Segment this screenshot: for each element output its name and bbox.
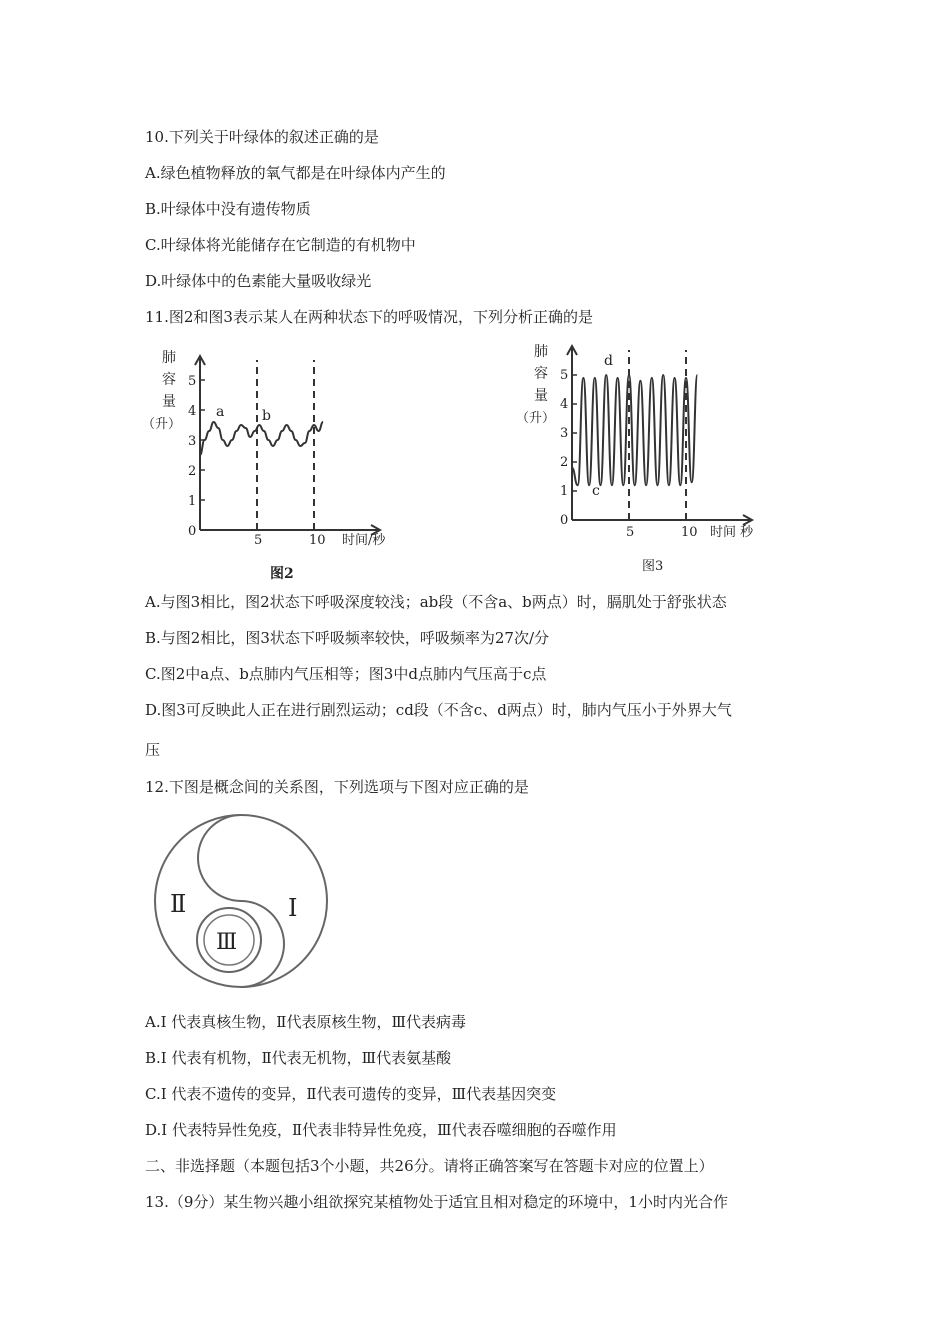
fig3-ylabel-4: （升）	[516, 411, 556, 426]
q11-option-c: C.图2中a点、b点肺内气压相等；图3中d点肺内气压高于c点	[145, 665, 547, 683]
q10-option-c: C.叶绿体将光能储存在它制造的有机物中	[145, 236, 416, 254]
fig2-point-label-a: a	[216, 404, 225, 420]
fig3-xtick-5: 5	[626, 525, 635, 540]
fig3-ytick-0: 0	[560, 513, 569, 528]
fig3-ylabel-3: 量	[534, 388, 548, 404]
q10-option-d: D.叶绿体中的色素能大量吸收绿光	[145, 272, 372, 290]
region-label-ii: Ⅱ	[170, 890, 187, 918]
fig3-ytick-5: 5	[560, 368, 569, 383]
fig3-xtick-10: 10	[681, 525, 698, 540]
fig2-ytick-4: 4	[188, 404, 197, 419]
figure-3-chart	[516, 340, 820, 580]
q12-stem: 12.下图是概念间的关系图，下列选项与下图对应正确的是	[145, 778, 529, 796]
fig2-ylabel-3: 量	[162, 394, 176, 410]
fig3-point-label-d: d	[604, 353, 613, 369]
fig2-series-line	[200, 422, 323, 455]
fig2-caption: 图2	[270, 566, 294, 582]
fig2-ytick-2: 2	[188, 464, 197, 479]
q12-option-a: A.Ⅰ 代表真核生物，Ⅱ代表原核生物，Ⅲ代表病毒	[145, 1013, 466, 1031]
fig3-series-line	[572, 375, 697, 485]
fig2-ylabel-4: （升）	[142, 417, 182, 432]
concept-relation-diagram	[152, 812, 332, 992]
q11-option-d: D.图3可反映此人正在进行剧烈运动；cd段（不含c、d两点）时，肺内气压小于外界大气	[145, 701, 732, 719]
q10-stem: 10.下列关于叶绿体的叙述正确的是	[145, 128, 379, 146]
q10-option-a: A.绿色植物释放的氧气都是在叶绿体内产生的	[145, 164, 446, 182]
q11-option-d-continued: 压	[145, 741, 161, 759]
q12-option-c: C.Ⅰ 代表不遗传的变异，Ⅱ代表可遗传的变异，Ⅲ代表基因突变	[145, 1085, 557, 1103]
figure-2-chart	[140, 340, 440, 590]
fig2-ytick-0: 0	[188, 524, 197, 539]
q12-option-d: D.Ⅰ 代表特异性免疫，Ⅱ代表非特异性免疫，Ⅲ代表吞噬细胞的吞噬作用	[145, 1121, 617, 1139]
fig3-ytick-4: 4	[560, 397, 569, 412]
fig2-ytick-5: 5	[188, 374, 197, 389]
fig2-ylabel-2: 容	[162, 372, 176, 388]
fig2-point-label-b: b	[262, 408, 271, 424]
fig3-ytick-3: 3	[560, 426, 569, 441]
fig2-ytick-1: 1	[188, 494, 197, 509]
fig3-point-label-c: c	[592, 483, 600, 499]
region-label-iii: Ⅲ	[216, 930, 238, 955]
fig2-xlabel: 时间/秒	[342, 533, 386, 548]
section2-heading: 二、非选择题（本题包括3个小题，共26分。请将正确答案写在答题卡对应的位置上）	[145, 1157, 714, 1175]
fig2-ytick-3: 3	[188, 434, 197, 449]
fig3-caption: 图3	[642, 559, 664, 574]
fig3-ylabel-1: 肺	[534, 344, 548, 360]
fig2-ylabel-1: 肺	[162, 350, 176, 366]
fig3-ytick-2: 2	[560, 455, 569, 470]
fig3-ytick-1: 1	[560, 484, 569, 499]
q10-option-b: B.叶绿体中没有遗传物质	[145, 200, 311, 218]
q11-option-a: A.与图3相比，图2状态下呼吸深度较浅；ab段（不含a、b两点）时，膈肌处于舒张状态	[145, 593, 727, 611]
fig3-ylabel-2: 容	[534, 366, 548, 382]
q11-stem: 11.图2和图3表示某人在两种状态下的呼吸情况，下列分析正确的是	[145, 308, 593, 326]
q12-option-b: B.Ⅰ 代表有机物，Ⅱ代表无机物，Ⅲ代表氨基酸	[145, 1049, 452, 1067]
fig2-xtick-10: 10	[309, 533, 326, 548]
fig3-xlabel: 时间 秒	[710, 525, 754, 540]
q13-stem-start: 13.（9分）某生物兴趣小组欲探究某植物处于适宜且相对稳定的环境中，1小时内光合作	[145, 1193, 728, 1211]
q11-option-b: B.与图2相比，图3状态下呼吸频率较快，呼吸频率为27次/分	[145, 629, 550, 647]
fig2-xtick-5: 5	[254, 533, 263, 548]
region-label-i: Ⅰ	[288, 894, 298, 922]
